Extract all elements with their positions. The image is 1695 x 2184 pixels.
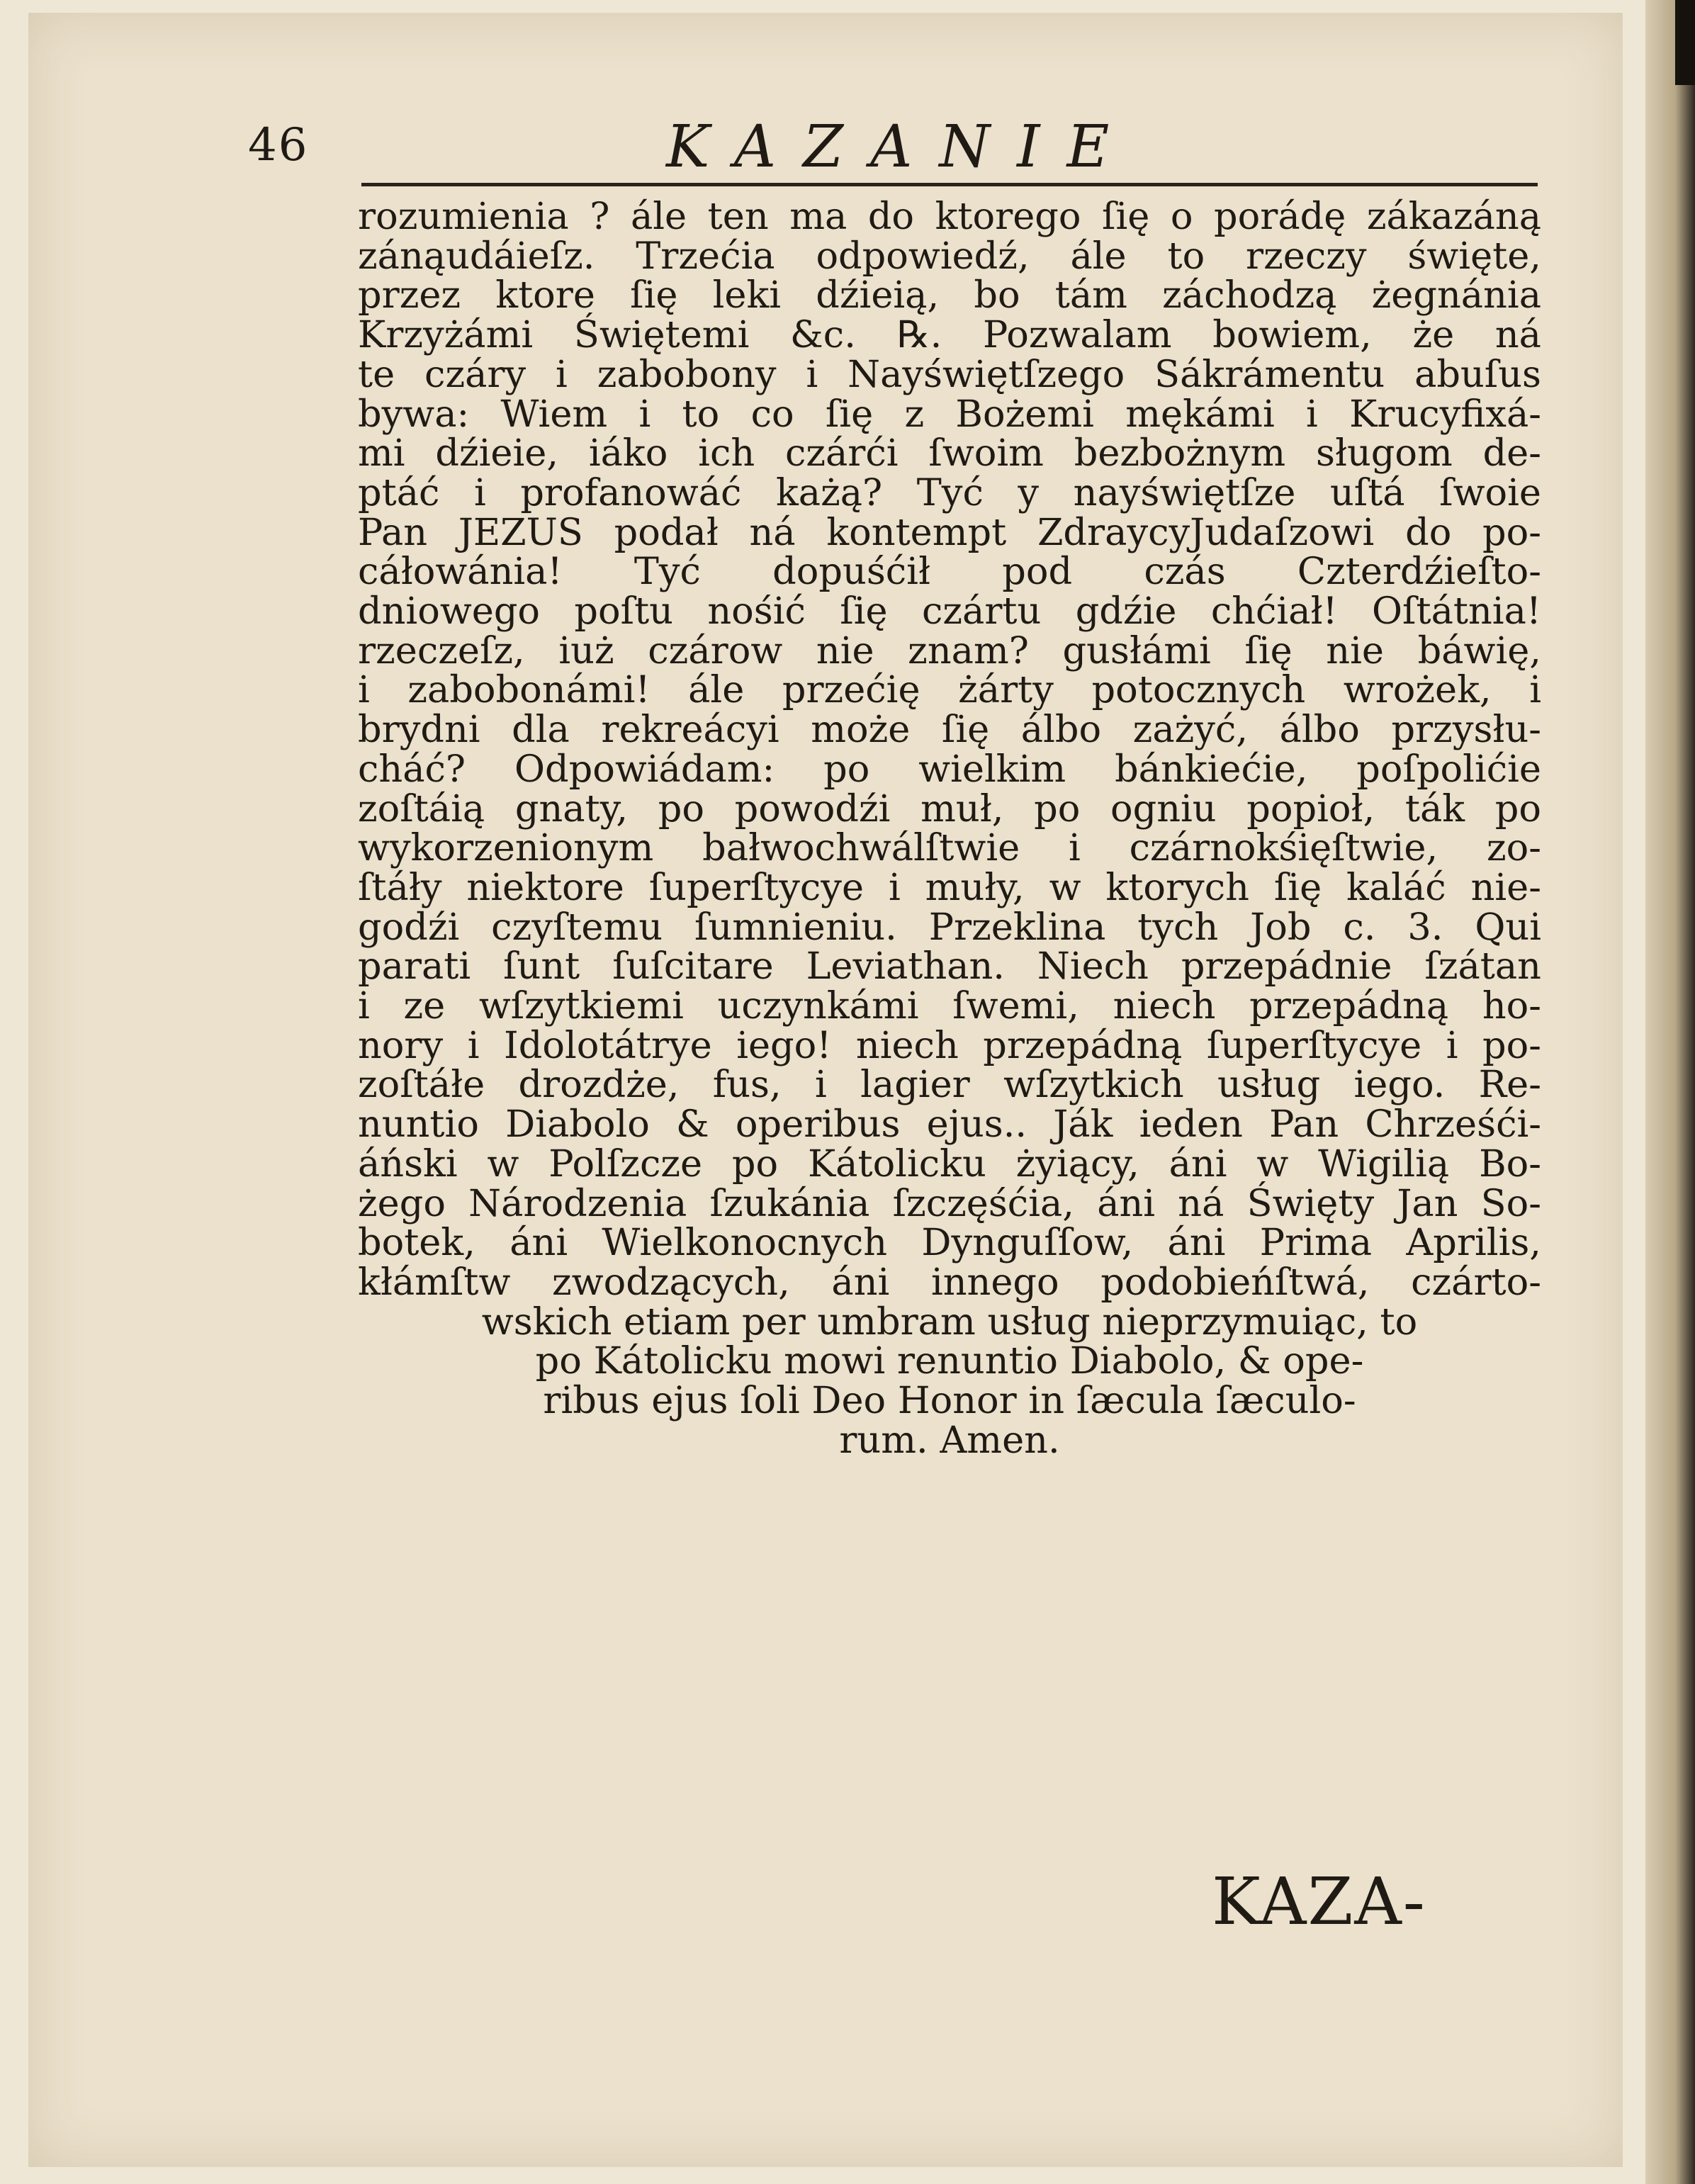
closing-line: po Kátolicku mowi renuntio Diabolo, & ope- xyxy=(535,1339,1364,1383)
text-line: Krzyżámi Świętemi &c. ℞. Pozwalam bowiem, że ná xyxy=(358,313,1541,357)
text-line: kłámſtw zwodzących, áni innego podobieńſtwá, czárto- xyxy=(358,1260,1541,1304)
text-line: zoſtáią gnaty, po powodźi muł, po ogniu popioł, ták po xyxy=(358,787,1541,831)
text-line: i ze wſzytkiemi uczynkámi ſwemi, niech przepádną ho- xyxy=(358,984,1541,1028)
closing-line: rum. Amen. xyxy=(839,1418,1060,1462)
sermon-text xyxy=(358,197,1541,1460)
text-line: te czáry i zabobony i Nayświętſzego Sákrámentu abuſus xyxy=(358,352,1541,396)
text-line: żego Národzenia ſzukánia ſzczęśćia, áni ná Święty Jan So- xyxy=(358,1181,1541,1225)
book-gutter-edge xyxy=(1645,0,1695,2184)
text-line: áński w Polſzcze po Kátolicku żyiący, áni w Wigilią Bo- xyxy=(358,1142,1541,1186)
text-line: mi dźieie, iáko ich czárći ſwoim bezbożnym sługom de- xyxy=(358,432,1541,475)
text-line: Pan JEZUS podał ná kontempt ZdraycyJudaſzowi do po- xyxy=(358,510,1541,554)
text-line: cáłowánia! Tyć dopuśćił pod czás Czterdźieſto- xyxy=(358,550,1541,594)
text-line: godźi czyſtemu ſumnieniu. Przeklina tych Job c. 3. Qui xyxy=(358,905,1541,949)
text-line: dniowego poſtu nośić ſię czártu gdźie chćiał! Oſtátnia! xyxy=(358,590,1541,634)
text-line: ſtáły niektore ſuperſtycye i muły, w ktorych ſię kaláć nie- xyxy=(358,865,1541,909)
text-line: nuntio Diabolo & operibus ejus.. Ják ieden Pan Chrześći- xyxy=(358,1103,1541,1147)
text-line: nory i Idolotátrye iego! niech przepádną ſuperſtycye i po- xyxy=(358,1023,1541,1067)
text-line: rzeczeſz, iuż czárow nie znam? gusłámi ſię nie báwię, xyxy=(358,629,1541,672)
text-line: parati ſunt ſuſcitare Leviathan. Niech przepádnie ſzátan xyxy=(358,945,1541,989)
text-line: rozumienia ? ále ten ma do ktorego ſię o porádę zákazáną xyxy=(358,195,1541,238)
catchword: KAZA- xyxy=(1212,1864,1426,1940)
text-line: przez ktore ſię leki dźieią, bo tám záchodzą żegnánia xyxy=(358,274,1541,317)
text-line: botek, áni Wielkonocnych Dynguſſow, áni Prima Aprilis, xyxy=(358,1221,1541,1265)
text-line: brydni dla rekreácyi może ſię álbo zażyć, álbo przysłu- xyxy=(358,708,1541,752)
book-cover-corner xyxy=(1675,0,1695,85)
text-line: cháć? Odpowiádam: po wielkim bánkiećie, poſpolićie xyxy=(358,747,1541,791)
text-line: ptáć i profanowáć każą? Tyć y nayświętſze uſtá ſwoie xyxy=(358,471,1541,514)
text-line: zánąudáieſz. Trzećia odpowiedź, ále to rzeczy święte, xyxy=(358,234,1541,278)
text-line: i zabobonámi! ále przećię żárty potocznych wrożek, i xyxy=(358,668,1541,712)
header-rule xyxy=(361,183,1538,186)
text-line: bywa: Wiem i to co ſię z Bożemi mękámi i Krucyfixá- xyxy=(358,392,1541,436)
page-number: 46 xyxy=(248,119,309,171)
running-title: KAZANIE xyxy=(666,113,1137,181)
text-line: wykorzenionym bałwochwálſtwie i czárnokśięſtwie, zo- xyxy=(358,826,1541,870)
closing-line: ribus ejus ſoli Deo Honor in ſæcula ſæculo- xyxy=(543,1379,1356,1423)
closing-line: wskich etiam per umbram usług nieprzymuiąc, to xyxy=(481,1300,1418,1344)
text-line: zoſtáłe drozdże, fus, i lagier wſzytkich usług iego. Re- xyxy=(358,1063,1541,1107)
